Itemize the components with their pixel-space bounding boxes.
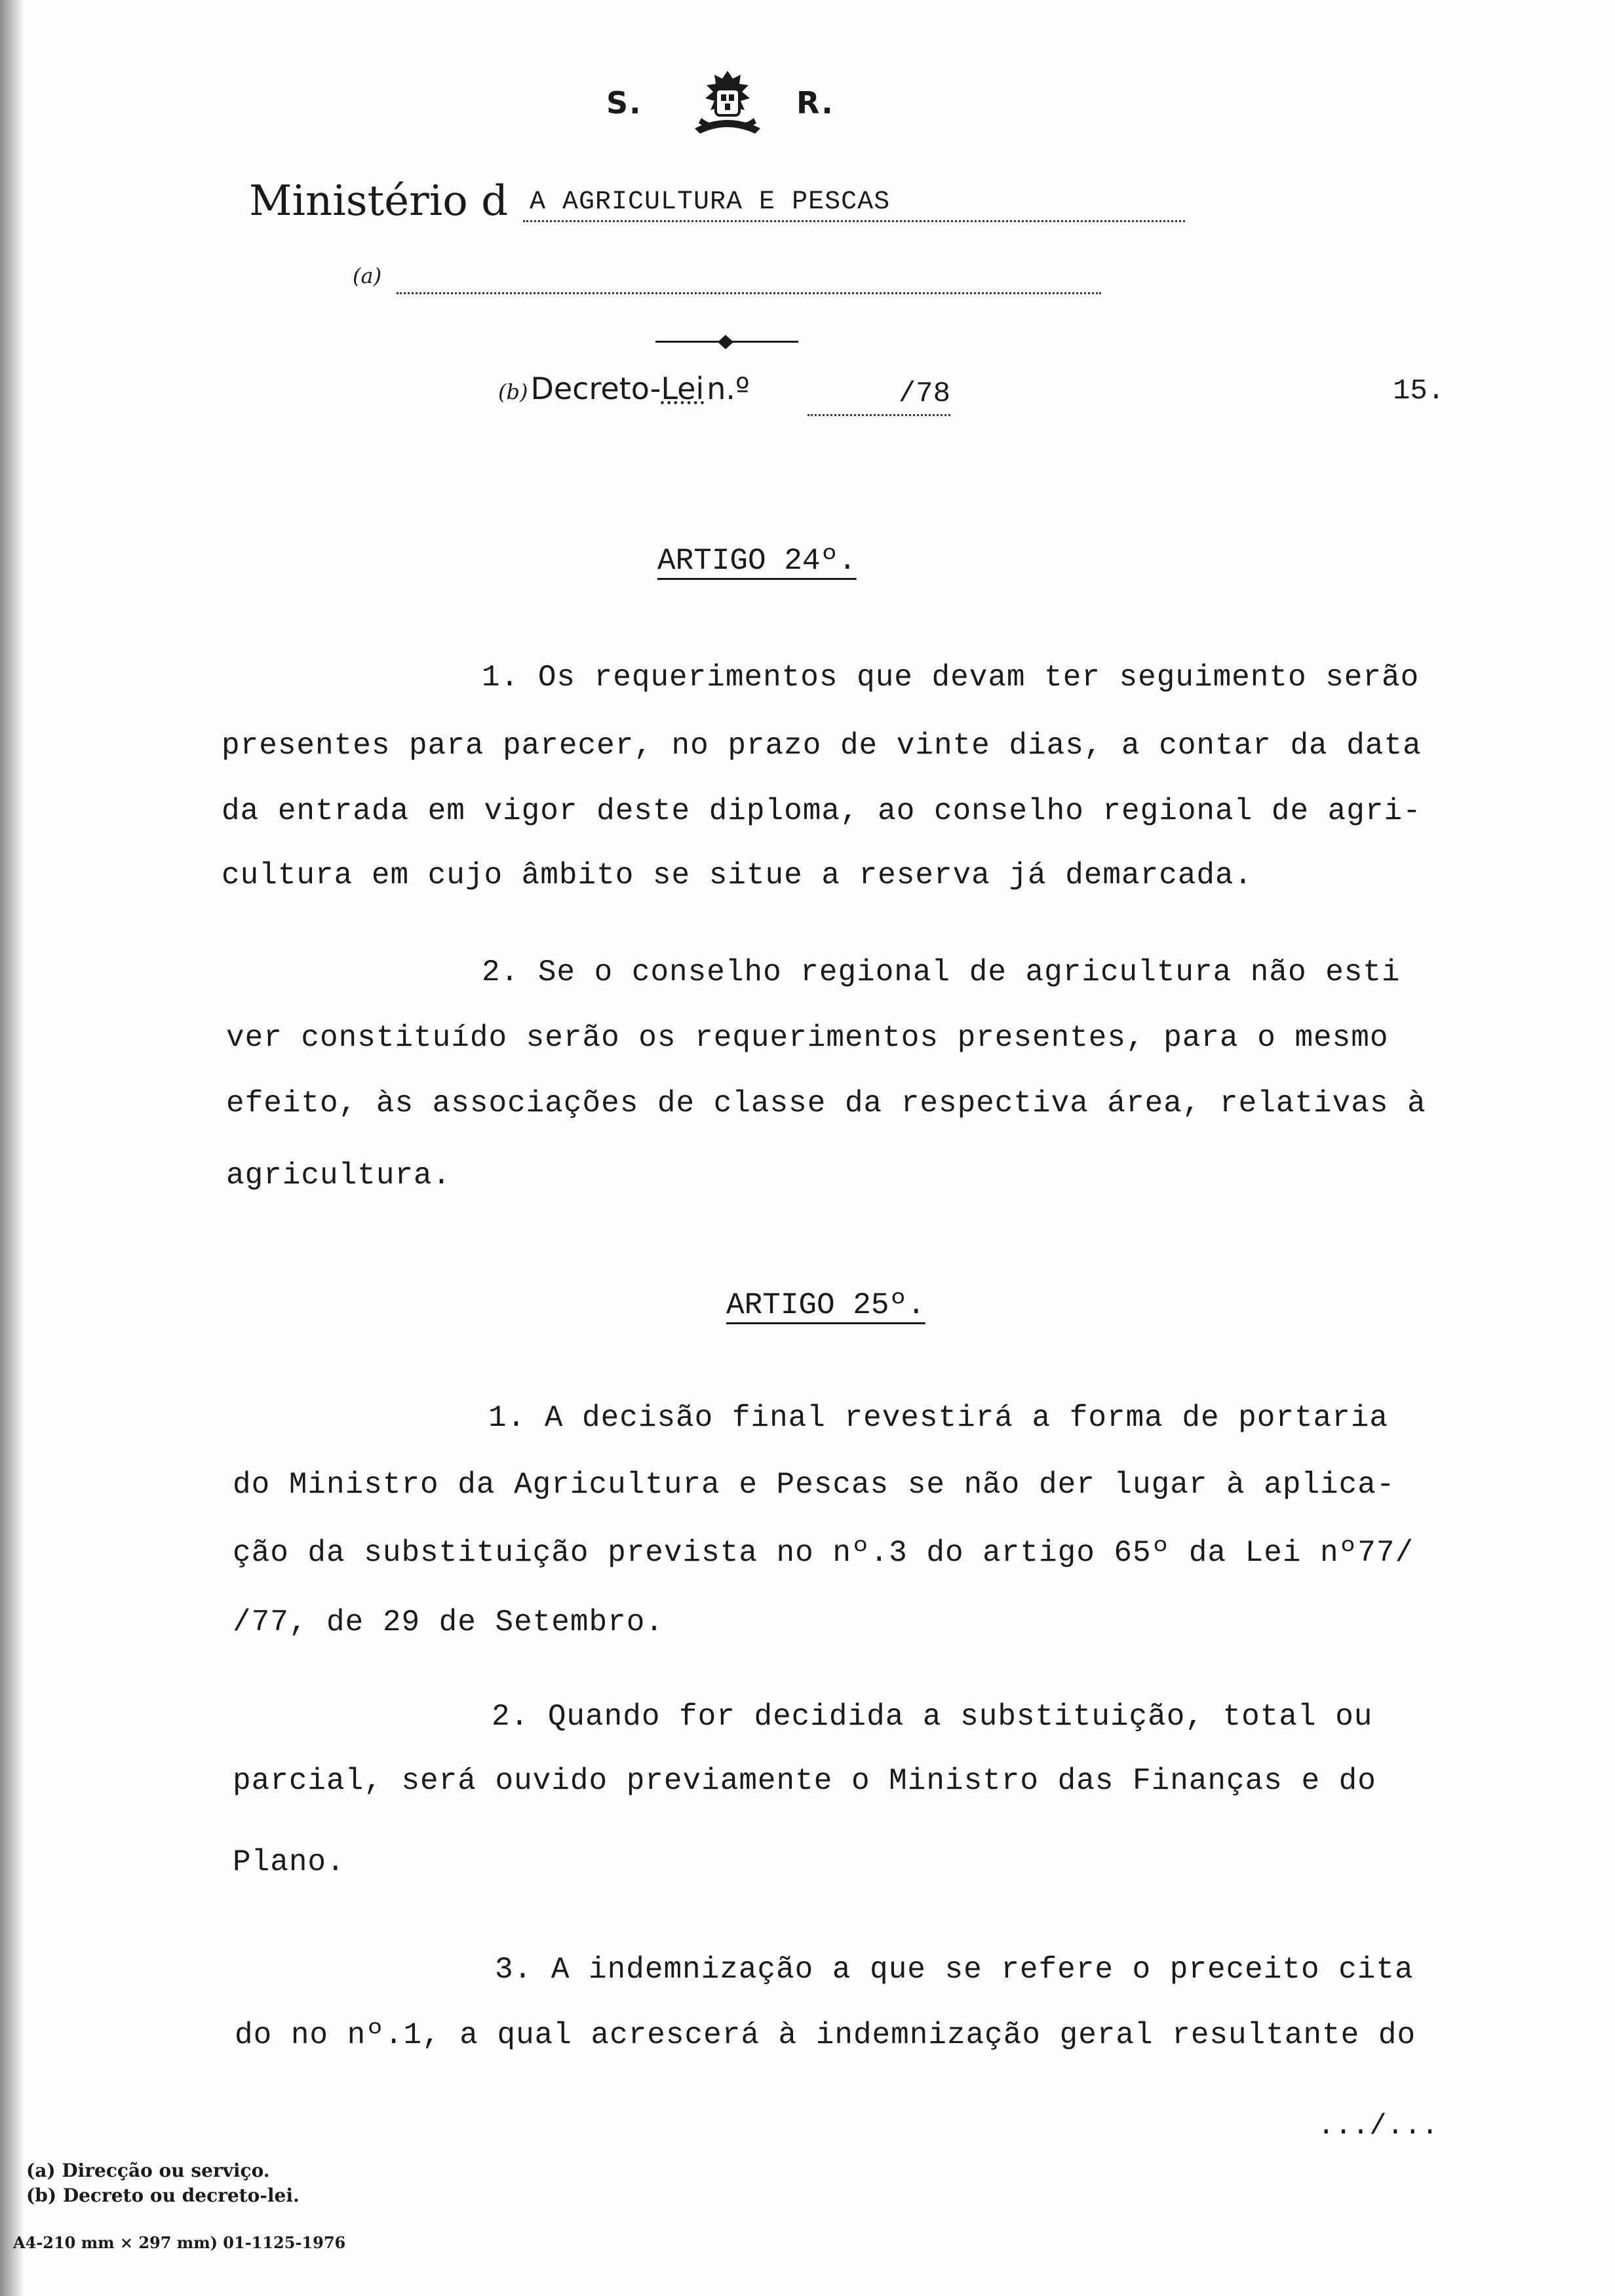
continuation-marker: .../...	[1317, 2110, 1439, 2143]
form-code: A4-210 mm × 297 mm) 01-1125-1976	[13, 2233, 346, 2252]
header-initial-r: R.	[796, 85, 834, 121]
footnote-b: (b) Decreto ou decreto-lei.	[26, 2185, 300, 2206]
coat-of-arms-emblem	[682, 66, 773, 144]
article-24-line: da entrada em vigor deste diploma, ao conselho regional de agri-	[222, 794, 1422, 828]
article-25-line: 1. A decisão final revestirá a forma de portaria	[488, 1401, 1389, 1435]
page-number: 15.	[1393, 375, 1445, 408]
article-25-line: do no nº.1, a qual acrescerá à indemnização geral resultante do	[235, 2018, 1416, 2052]
decree-number-field	[808, 377, 950, 416]
article-25-line: ção da substituição prevista no nº.3 do artigo 65º da Lei nº77/	[233, 1536, 1414, 1570]
article-24-line: agricultura.	[226, 1158, 452, 1193]
article-25-line: 3. A indemnização a que se refere o preceito cita	[495, 1953, 1414, 1987]
ministry-prefix: Ministério d	[249, 177, 509, 225]
article-25-line: 2. Quando for decidida a substituição, total ou	[492, 1700, 1373, 1734]
decree-no: n.º	[707, 371, 750, 406]
article-24-line: 1. Os requerimentos que devam ter seguimento serão	[482, 660, 1420, 695]
decree-label-b: (b)	[498, 379, 528, 404]
header-initial-s: S.	[606, 85, 642, 121]
diamond-ornament-icon	[717, 334, 734, 350]
article-25-line: /77, de 29 de Setembro.	[233, 1605, 664, 1639]
article-25-line: Plano.	[233, 1845, 345, 1879]
decree-lei: Lei	[661, 371, 705, 406]
ministry-label	[249, 177, 508, 225]
ministry-name-field	[523, 183, 1185, 222]
article-25-heading: ARTIGO 25º.	[726, 1288, 925, 1322]
decree-text: Decreto	[530, 371, 650, 406]
scan-edge-shadow	[0, 0, 25, 2296]
line-a-label: (a)	[353, 263, 382, 288]
line-a-field	[397, 269, 1101, 294]
article-25-line: parcial, será ouvido previamente o Ministro das Finanças e do	[233, 1764, 1376, 1798]
decree-line: (b) Decreto-Lei n.º	[498, 371, 750, 406]
footnote-a: (a) Direcção ou serviço.	[26, 2160, 270, 2181]
article-24-line: presentes para parecer, no prazo de vinte dias, a contar da data	[222, 729, 1422, 763]
article-24-line: 2. Se o conselho regional de agricultura não esti	[482, 955, 1401, 989]
article-24-line: cultura em cujo âmbito se situe a reserva já demarcada.	[222, 858, 1253, 892]
article-25-line: do Ministro da Agricultura e Pescas se não der lugar à aplica-	[233, 1468, 1395, 1502]
ministry-name: A AGRICULTURA E PESCAS	[530, 187, 891, 217]
article-24-heading: ARTIGO 24º.	[657, 544, 857, 578]
article-24-line: ver constituído serão os requerimentos presentes, para o mesmo	[226, 1021, 1389, 1055]
article-24-line: efeito, às associações de classe da respectiva área, relativas à	[226, 1086, 1426, 1120]
decree-number: /78	[898, 377, 950, 410]
